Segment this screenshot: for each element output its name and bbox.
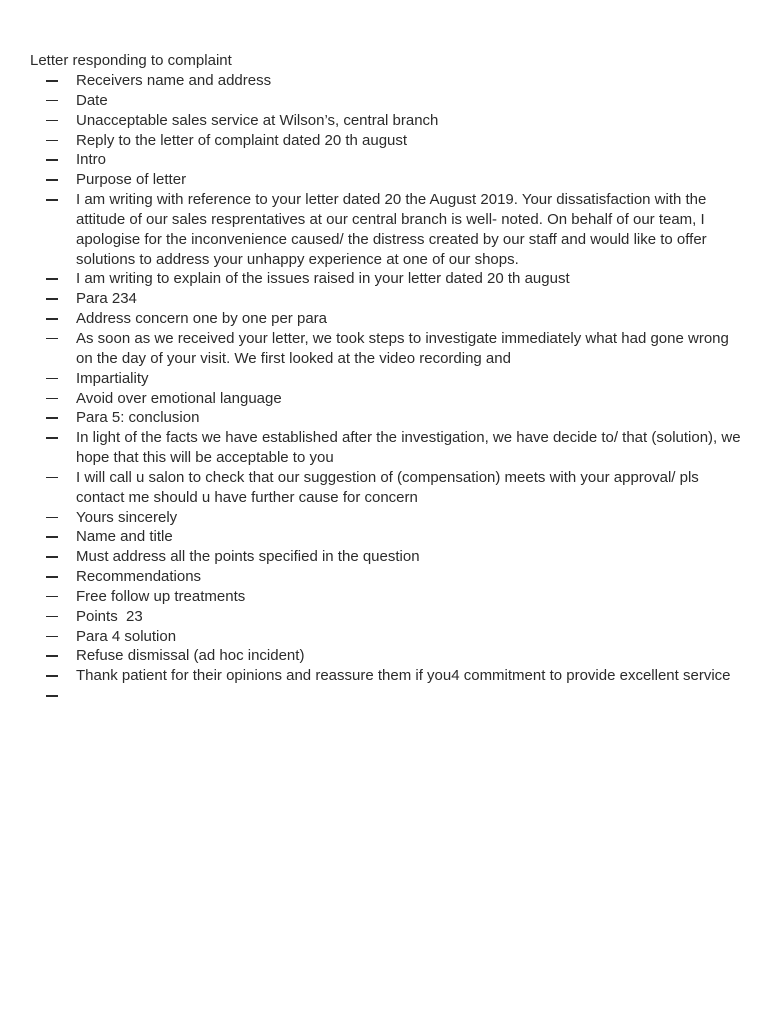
list-item-text: Yours sincerely [76,508,178,526]
list-item [30,527,745,547]
list-item-text: Date [76,91,108,109]
list-item [30,91,745,111]
list-item-text: Unacceptable sales service at Wilson’s, central branch [76,111,439,129]
list-item-text: As soon as we received your letter, we took steps to investigate immediately what had gone wrong on the day of your visit. We first looked at the video recording and [76,329,729,367]
list-item [30,389,745,409]
list-item [30,309,745,329]
list-item-text: Avoid over emotional language [76,389,282,407]
list-item-text: I will call u salon to check that our suggestion of (compensation) meets with your approval/ pls contact me should u have further cause for concern [76,468,699,506]
list-item-empty[interactable] [30,686,745,706]
list-item [30,131,745,151]
list-item-text: Address concern one by one per para [76,310,327,328]
list-item [30,289,745,309]
list-item [30,190,745,269]
list-item-text: Intro [76,151,107,169]
list-item [30,666,745,686]
list-item-text: Purpose of letter [76,171,187,189]
list-item-text: Para 4 solution [76,627,177,645]
list-item [30,508,745,528]
list-item [30,627,745,647]
list-item [30,329,745,369]
bullet-list [30,71,745,706]
list-item [30,567,745,587]
list-item [30,408,745,428]
list-item-text: I am writing to explain of the issues raised in your letter dated 20 th august [76,270,570,288]
list-item-text: Recommendations [76,568,202,586]
list-item [30,269,745,289]
list-item [30,468,745,508]
list-item [30,646,745,666]
list-item [30,111,745,131]
list-item-text: Points 23 [76,607,143,625]
list-item-text: In light of the facts we have established after the investigation, we have decide to/ that (solution), we hope that this will be acceptable to you [76,429,741,467]
list-item [30,170,745,190]
list-item-text: I am writing with reference to your letter dated 20 the August 2019. Your dissatisfaction with the attitude of our sales resprentatives at our central branch is well- noted. On behalf of our team, I apologise for the inconvenience caused/ the distress created by our staff and would like to offer solutions to address your unhappy experience at one of our shops. [76,191,707,268]
list-item [30,607,745,627]
list-item [30,369,745,389]
list-item-text: Para 234 [76,290,137,308]
list-item-text: Para 5: conclusion [76,409,200,427]
list-item [30,587,745,607]
list-item [30,547,745,567]
list-item [30,150,745,170]
list-item-text: Free follow up treatments [76,587,246,605]
note-document [30,51,745,706]
list-item-text: Name and title [76,528,173,546]
list-item-text: Refuse dismissal (ad hoc incident) [76,647,305,665]
list-item-text: Thank patient for their opinions and reassure them if you4 commitment to provide excellent service [76,667,731,685]
note-title: Letter responding to complaint [30,52,232,69]
list-item-text: Impartiality [76,369,149,387]
list-item-text: Must address all the points specified in the question [76,548,420,566]
list-item-text: Receivers name and address [76,72,272,89]
list-item [30,428,745,468]
list-item-text: Reply to the letter of complaint dated 20 th august [76,131,408,149]
list-item [30,71,745,91]
